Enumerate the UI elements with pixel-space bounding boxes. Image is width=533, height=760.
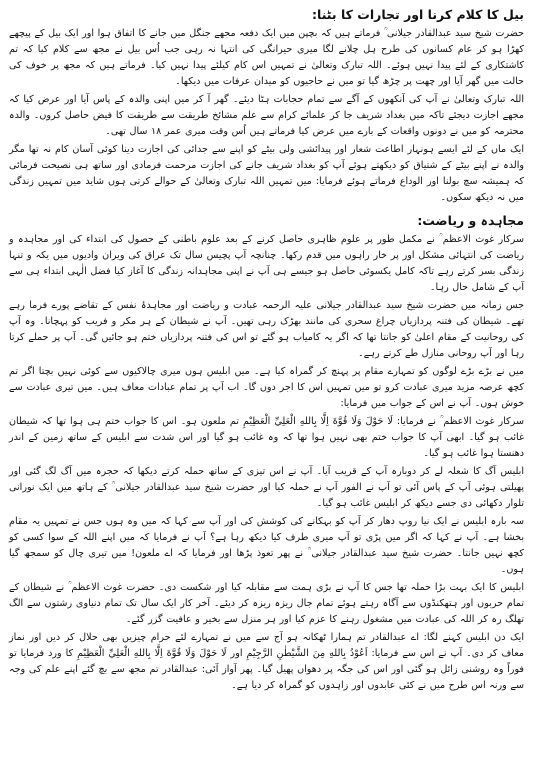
paragraph: ابلیس آگ کا شعلہ لے کر دوبارہ آپ کے قریب آیا۔ آپ نے اس تیزی کے ساتھ حملہ کرتے دیکھا کہ حجرہ میں آگ لگ گئی اور پھیلتی ہوئی آپ کے پاس آئی تو آپ نے الفور آپ نے حملہ کیا اور حضرت شیخ سید عبدالقادر جیلانی ؒ کے ہاتھ میں ایک نورانی تلوار دکھائی دی جسے دیکھ کر ابلیس غائب ہو گیا۔ [9, 466, 524, 509]
section-heading-bull-story: بیل کا کلام کرنا اور تجارات کا بٹنا: [312, 7, 524, 22]
paragraph: میں نے بڑے بڑے لوگوں کو تمہارے مقام پر پہنچ کر گمراہ کیا ہے۔ میں ابلیس ہوں میری چالاکیوں سے کوئی نہیں بچتا اگر تم کچھ عرصہ مزید میری عبادت کرو تو میں تمہیں اس کا اجر دوں گا۔ اب آپ پر تمام عبادات معاف ہیں۔ میں تیری عبادت سے خوش ہوں۔ آپ نے اس کے جواب میں فرمایا: [9, 366, 524, 409]
paragraph: ایک دن ابلیس کہنے لگا: اے عبدالقادر تم ہمارا ٹھکانہ ہو آج سے میں نے تمہارے لئے حرام چیزیں بھی حلال کر دیں اور نماز معاف کر دی۔ آپ نے اس سے فرمایا: اَعُوْذُ بِاللهِ مِنَ الشَّيْطٰنِ الرَّجِيْمِ اور لَا حَوْلَ وَلَا قُوَّةَ اِلَّا بِاللهِ الْعَلِيِّ الْعَظِيْمِ کا ورد فرمایا تو فوراً وہ روشنی زائل ہو گئی اور اس کی جگہ پر دھواں پھیل گیا۔ پھر آواز آئی: عبدالقادر تم مجھ سے بچ گئے اپنے علم کی وجہ سے ورنہ اس طرح میں نے کئی عابدوں اور زاہدوں کو گمراہ کر دیا ہے۔ [9, 632, 524, 691]
paragraph: حضرت شیخ سید عبدالقادر جیلانی ؒ فرماتے ہیں کہ بچپن میں ایک دفعہ مجھے جنگل میں جانے کا اتفاق ہوا اور ایک بیل کے پیچھے کھڑا ہو کر عام کسانوں کی طرح ہل چلانے لگا میری حیرانگی کی انتہا نہ رہی جب اُس بیل نے مجھ سے کلام کیا کہ تم کاشتکاری کے لئے پیدا نہیں ہوئے۔ اللہ تبارک وتعالیٰ نے تمہیں اس کام کیلئے پیدا نہیں کیا۔ فرماتے ہیں کہ مجھ پر خوف کی حالت میں گھر آیا اور چھت پر چڑھ گیا تو میں نے حاجیوں کو میدان عرفات میں دیکھا۔ [9, 28, 524, 87]
paragraph: سرکار غوث الاعظم ؒ نے مکمل طور پر علوم ظاہری حاصل کرنے کے بعد علوم باطنی کے حصول کی ابتداء کی اور مجاہدہ و ریاضت کی انتہائی مشکل اور پر خار راہوں میں قدم رکھا۔ چنانچہ آپ پچیس سال تک عراق کی ویران وادیوں میں یکہ و تنہا زندگی بسر کرتے رہے تاکہ کامل یکسوئی حاصل ہو جیسے ہی آپ نے اپنی مجاہدانہ زندگی کا آغاز کیا فضل الٰہی ابتداء ہی سے آپ کے شامل حال رہا۔ [9, 234, 524, 293]
paragraph: ایک ماں کے لئے ایسے ہونہار اطاعت شعار اور پیدائشی ولی بیٹے کو اپنے سے جدائی کی اجازت دینا کوئی آسان کام نہ تھا مگر والدہ نے اپنے بیٹے کے شتیاق کو دیکھتے ہوئے آپ کو بغداد شریف جانے کی اجازت مرحمت فرمادی اور ساتھ ہی نصیحت فرمائی کہ ہمیشہ سچ بولنا اور الوداع فرماتے ہوئے فرمایا: میں تمہیں اللہ تبارک وتعالیٰ کے حوالے کرتی ہوں شاید میں تمہیں زندگی میں نہ دیکھ سکوں۔ [9, 144, 524, 203]
section-heading-mujahada: مجاہدہ و ریاضت: [417, 213, 524, 228]
paragraph: سہ بارہ ابلیس نے ایک نیا روپ دھار کر آپ کو بہکانے کی کوشش کی اور آپ سے کہا کہ میں وہ ہوں جس نے تمہیں یہ مقام بخشا ہے۔ آپ نے کہا کہ اگر میں پڑی تو آپ میری طرف کیا دیکھ رہا ہے؟ آپ نے فرمایا کہ میں اپنے اللہ کے سوا کسی کو کچھ نہیں جانتا۔ حضرت شیخ سید عبدالقادر جیلانی ؒ نے پھر تعوذ پڑھا اور فرمایا کہ اے ملعون! میں تیری چال کو سمجھ گیا ہوں۔ [9, 516, 524, 575]
paragraph: ابلیس کا ایک بہت بڑا حملہ تھا جس کا آپ نے بڑی ہمت سے مقابلہ کیا اور شکست دی۔ حضرت غوث الاعظم ؒ نے شیطان کے تمام حربوں اور ہتھکنڈوں سے آگاہ رہتے ہوئے تمام جال ریزہ ریزہ کر دیئے۔ آخر کار ایک سال تک تمام دنیاوی رشتوں سے الگ تھلگ رہ کر اللہ کی عبادت میں مشغول رہنے کا عزم کیا اور ہر منزل سے بخیر و عافیت گزر گئے۔ [9, 582, 524, 625]
paragraph: سرکار غوث الاعظم ؒ نے فرمایا: لَا حَوْلَ وَلَا قُوَّةَ اِلَّا بِاللهِ الْعَلِيِّ الْعَظِيْمِ تم ملعون ہو۔ اس کا جواب ختم ہی ہوا تھا کہ شیطان غائب ہو گیا۔ ابھی آپ کا جواب ختم بھی نہیں ہوا تھا کہ وہ غائب ہو گیا اور اس شدت سے ابلیس کے ساتھ زمین کے اندر دھنستا ہوا غائب ہو گیا۔ [9, 416, 524, 459]
paragraph: جس زمانہ میں حضرت شیخ سید عبدالقادر جیلانی علیہ الرحمہ عبادت و ریاضت اور مجاہدۂ نفس کے تقاضے پورے فرما رہے تھے۔ شیطان کی فتنہ پردازیاں چراغ سحری کی مانند بھڑک رہی تھیں۔ آپ نے شیطان کے ہر مکر و فریب کو پہچانا۔ وہ آپ کی روحانیت کے مقام اعلیٰ کو جانتا تھا کہ اگر یہ کامیاب ہو گئے تو اس کی فتنہ پردازیاں ختم ہو جائیں گی۔ آپ پر حملے کرتا رہا اور آپ روحانی منازل طے کرتے رہے۔ [9, 300, 524, 359]
paragraph: اللہ تبارک وتعالیٰ نے آپ کی آنکھوں کے آگے سے تمام حجابات ہٹا دیئے۔ گھر آ کر میں اپنی والدہ کے پاس آیا اور عرض کیا کہ مجھے اجازت دیجئے تاکہ میں بغداد شریف جا کر علمائے کرام سے علم مشائخ طریقت سے طریقت کا فیض حاصل کروں۔ والدہ محترمہ کو میں نے دونوں واقعات کے بارے میں عرض کیا فرماتے ہیں اُس وقت میری عمر ۱۸ سال تھی۔ [9, 94, 524, 137]
